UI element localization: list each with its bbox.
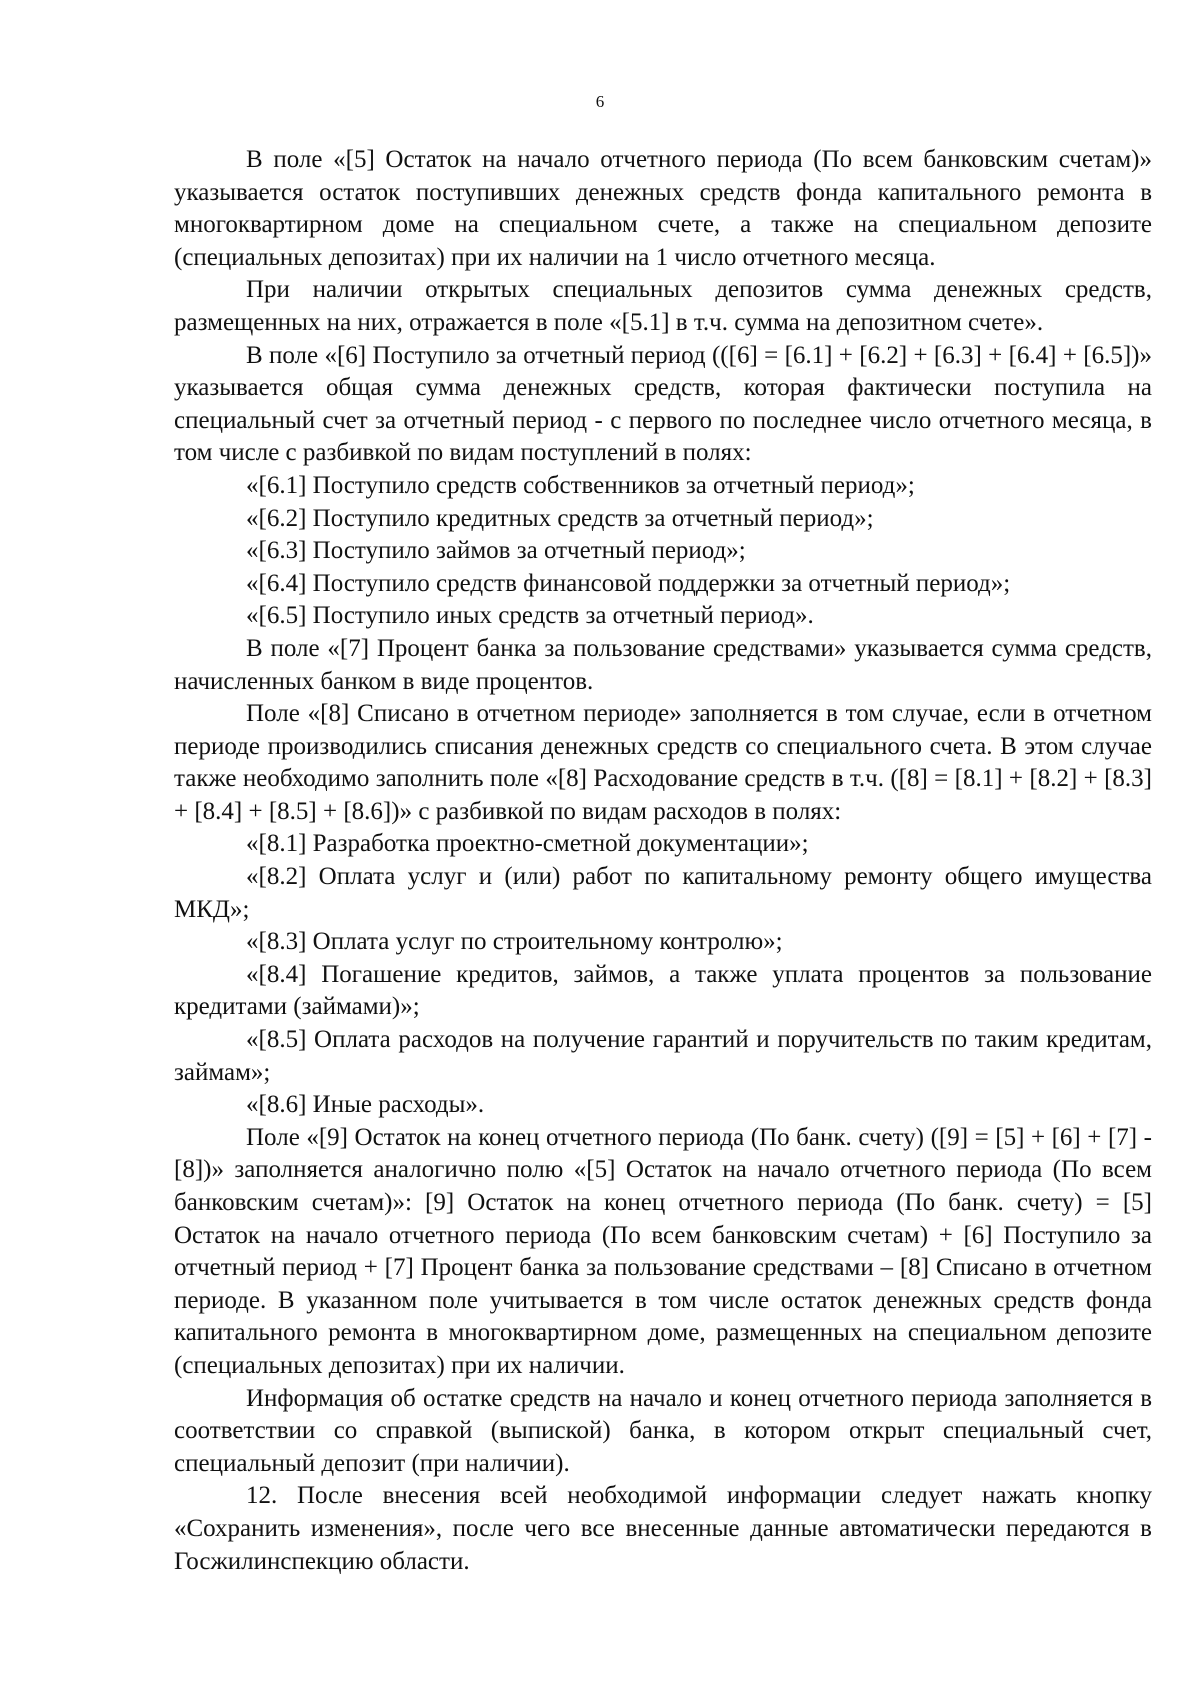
page-number: 6 [595, 92, 605, 111]
list-item: «[8.3] Оплата услуг по строительному контролю»; [246, 928, 783, 956]
list-item: «[6.3] Поступило займов за отчетный период»; [246, 537, 746, 565]
list-item: «[8.1] Разработка проектно-сметной документации»; [246, 830, 809, 858]
paragraph: Информация об остатке средств на начало и конец отчетного периода заполняется в соответствии со справкой (выпиской) банка, в котором открыт специальный счет, специальный депозит (при наличии). [174, 1384, 1152, 1477]
list-item: «[8.6] Иные расходы». [246, 1091, 485, 1119]
paragraph: В поле «[5] Остаток на начало отчетного периода (По всем банковским счетам)» указывается остаток поступивших денежных средств фонда капитального ремонта в многоквартирном доме на специальном счете, а также на специальном депозите (специальных депозитах) при их наличии на 1 число отчетного месяца. [174, 146, 1152, 271]
list-item: «[8.2] Оплата услуг и (или) работ по капитальному ремонту общего имущества МКД»; [174, 863, 1152, 923]
document-body [174, 144, 1152, 1578]
list-item: «[6.2] Поступило кредитных средств за отчетный период»; [246, 504, 874, 532]
list-item: «[8.5] Оплата расходов на получение гарантий и поручительств по таким кредитам, займам»; [174, 1026, 1152, 1086]
paragraph: Поле «[8] Списано в отчетном периоде» заполняется в том случае, если в отчетном периоде производились списания денежных средств со специального счета. В этом случае также необходимо заполнить поле «[8] Расходование средств в т.ч. ([8] = [8.1] + [8.2] + [8.3] + [8.4] + [8.5] + [8.6])» с разбивкой по видам расходов в полях: [174, 700, 1152, 825]
list-item: «[8.4] Погашение кредитов, займов, а также уплата процентов за пользование кредитами (займами)»; [174, 960, 1152, 1021]
paragraph: В поле «[7] Процент банка за пользование средствами» указывается сумма средств, начисленных банком в виде процентов. [174, 634, 1152, 695]
paragraph: В поле «[6] Поступило за отчетный период (([6] = [6.1] + [6.2] + [6.3] + [6.4] + [6.5])» указывается общая сумма денежных средств, которая фактически поступила на специальный счет за отчетный период - с первого по последнее число отчетного месяца, в том числе с разбивкой по видам поступлений в полях: [174, 341, 1152, 467]
paragraph: 12. После внесения всей необходимой информации следует нажать кнопку «Сохранить изменения», после чего все внесенные данные автоматически передаются в Госжилинспекцию области. [174, 1482, 1152, 1575]
paragraph: При наличии открытых специальных депозитов сумма денежных средств, размещенных на них, отражается в поле «[5.1] в т.ч. сумма на депозитном счете». [174, 276, 1152, 336]
paragraph: Поле «[9] Остаток на конец отчетного периода (По банк. счету) ([9] = [5] + [6] + [7] - [8])» заполняется аналогично полю «[5] Остаток на начало отчетного периода (По всем банковским счетам)»: [9] Остаток на конец отчетного периода (По банк. счету) = [5] Остаток на начало отчетного периода (По всем банковским счетам) + [6] Поступило за отчетный период + [7] Процент банка за пользование средствами – [8] Списано в отчетном периоде. В указанном поле учитывается в том числе остаток денежных средств фонда капитального ремонта в многоквартирном доме, размещенных на специальном депозите (специальных депозитах) при их наличии. [174, 1123, 1152, 1379]
list-item: «[6.4] Поступило средств финансовой поддержки за отчетный период»; [246, 569, 1011, 597]
list-item: «[6.5] Поступило иных средств за отчетный период». [246, 602, 814, 630]
list-item: «[6.1] Поступило средств собственников за отчетный период»; [246, 471, 915, 499]
